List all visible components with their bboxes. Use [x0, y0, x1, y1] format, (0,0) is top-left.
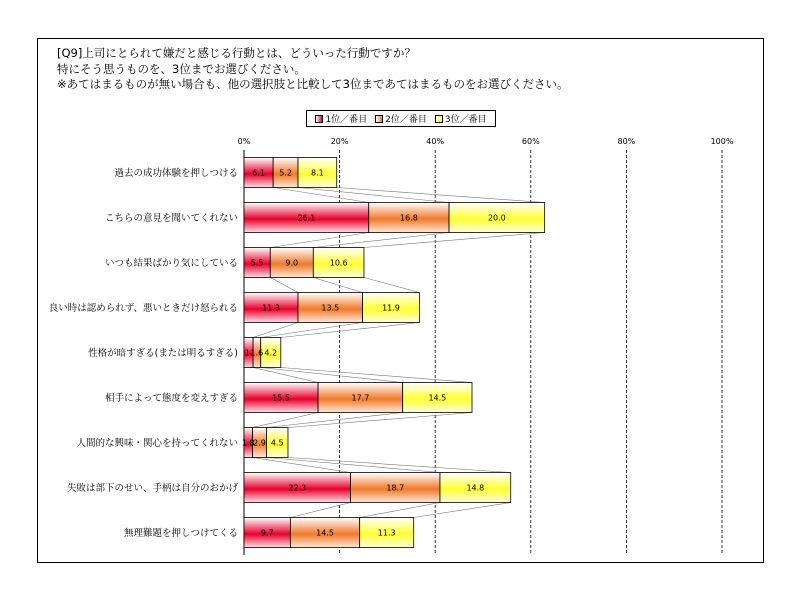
- data-label: 5.5: [250, 258, 264, 268]
- series-connector: [337, 188, 545, 203]
- question-title-line-2: 特にそう思うものを、3位までお選びください。: [57, 62, 306, 76]
- x-tick-label: 40%: [426, 137, 445, 146]
- data-label: 9.7: [260, 528, 274, 538]
- series-connector: [253, 458, 351, 473]
- x-tick-label: 80%: [617, 137, 636, 146]
- data-label: 9.0: [285, 258, 299, 268]
- legend-label-rank3: 3位／番目: [444, 115, 487, 125]
- data-label: 18.7: [386, 483, 405, 493]
- data-label: 14.5: [428, 393, 447, 403]
- data-label: 13.5: [321, 303, 340, 313]
- data-label: 5.2: [279, 168, 292, 178]
- category-label: いつも結果ばかり気にしている: [104, 258, 238, 269]
- legend-label-rank2: 2位／番目: [385, 115, 427, 125]
- series-connector: [364, 278, 419, 293]
- data-label: 16.8: [400, 213, 418, 223]
- data-label: 14.8: [466, 483, 485, 493]
- category-label: 過去の成功体験を押しつける: [114, 168, 238, 179]
- data-label: 26.1: [297, 213, 316, 223]
- series-connector: [270, 278, 298, 293]
- category-label: こちらの意見を聞いてくれない: [104, 213, 238, 224]
- data-label: 8.1: [311, 168, 324, 178]
- series-connector: [288, 458, 511, 473]
- x-tick-label: 20%: [330, 137, 349, 146]
- data-label: 20.0: [487, 213, 506, 223]
- data-label: 4.5: [270, 438, 284, 448]
- series-connector: [266, 458, 440, 473]
- data-label: 11.3: [262, 303, 280, 313]
- data-label: 2.9: [253, 438, 266, 448]
- x-tick-label: 60%: [521, 137, 540, 146]
- data-label: 4.2: [264, 348, 278, 358]
- data-label: 14.5: [316, 528, 334, 538]
- data-label: 10.6: [329, 258, 348, 268]
- data-label: 6.1: [252, 168, 265, 178]
- series-connector: [313, 278, 362, 293]
- legend-label-rank1: 1位／番目: [325, 115, 368, 125]
- series-connector: [261, 368, 403, 383]
- series-connector: [364, 233, 545, 248]
- series-connector: [281, 323, 420, 338]
- question-title-line-1: [Q9]上司にとられて嫌だと感じる行動とは、どういった行動ですか？: [57, 46, 416, 60]
- series-connector: [313, 233, 449, 248]
- data-label: 11.3: [377, 528, 396, 538]
- data-label: 17.7: [351, 393, 370, 403]
- data-label: 1.: [244, 348, 253, 358]
- x-tick-label: 100%: [710, 137, 734, 146]
- data-label: 22.3: [288, 483, 307, 493]
- data-label: 15.5: [272, 393, 290, 403]
- series-connector: [290, 503, 350, 518]
- data-label: 1.8: [241, 438, 255, 448]
- x-tick-label: 0%: [237, 137, 251, 146]
- category-label: 失敗は部下のせい、手柄は自分のおかげ: [66, 483, 238, 494]
- category-label: 相手によって態度を変えすぎる: [104, 393, 238, 404]
- series-connector: [270, 233, 368, 248]
- category-label: 無理難題を押しつけてくる: [123, 528, 238, 539]
- data-label: 11.9: [382, 303, 400, 313]
- category-label: 良い時は認められず、悪いときだけ怒られる: [48, 303, 238, 314]
- category-label: 性格が暗すぎる(または明るすぎる): [88, 348, 238, 359]
- question-title-line-3: ※あてはまるものが無い場合も、他の選択肢と比較して3位まであてはまるものをお選びください。: [57, 77, 569, 91]
- category-label: 人間的な興味・関心を持ってくれない: [76, 438, 238, 449]
- data-label: 1.6: [250, 348, 264, 358]
